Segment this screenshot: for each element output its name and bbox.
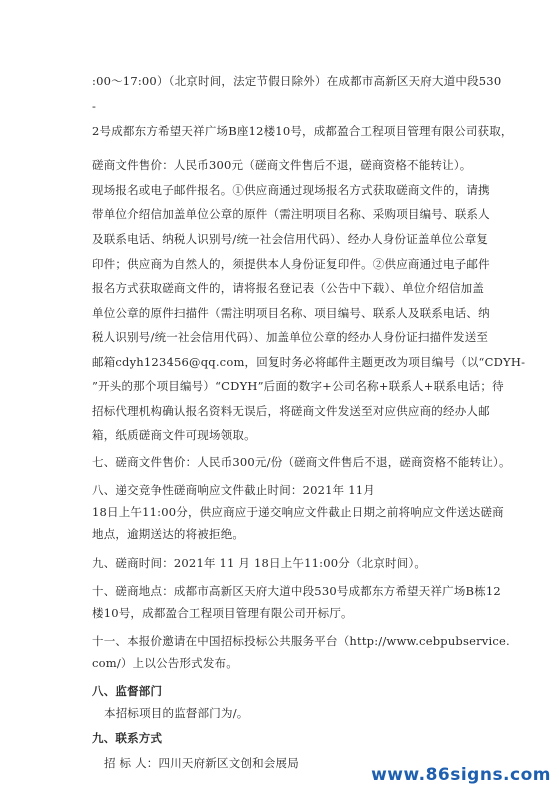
text-line-tenderer: 招 标 人：四川天府新区文创和会展局 bbox=[104, 756, 299, 770]
text-line: 2号成都东方希望天祥广场B座12楼10号，成都盈合工程项目管理有限公司获取， bbox=[92, 124, 513, 138]
text-line: 箱，纸质磋商文件可现场领取。 bbox=[92, 428, 256, 442]
text-line: 带单位介绍信加盖单位公章的原件（需注明项目名称、采购项目编号、联系人 bbox=[92, 207, 490, 221]
text-line: 现场报名或电子邮件报名。①供应商通过现场报名方式获取磋商文件的，请携 bbox=[92, 183, 490, 197]
text-line: - bbox=[92, 99, 97, 113]
text-line: 本招标项目的监督部门为/。 bbox=[104, 706, 249, 720]
text-line: 税人识别号/统一社会信用代码）、加盖单位公章的经办人身份证扫描件发送至 bbox=[92, 330, 489, 344]
text-line: 楼10号，成都盈合工程项目管理有限公司开标厅。 bbox=[92, 606, 353, 620]
text-line: :00～17:00）（北京时间，法定节假日除外）在成都市高新区天府大道中段530 bbox=[92, 74, 502, 88]
section-heading-contact: 九、联系方式 bbox=[92, 731, 163, 745]
text-line: 邮箱cdyh123456@qq.com，回复时务必将邮件主题更改为项目编号（以“CDYH- bbox=[92, 355, 526, 369]
section-heading-supervision: 八、监督部门 bbox=[92, 684, 163, 698]
section-line: 十一、本报价邀请在中国招标投标公共服务平台（http://www.cebpubservice. bbox=[92, 634, 510, 648]
text-line: 单位公章的原件扫描件（需注明项目名称、项目编号、联系人及联系电话、纳 bbox=[92, 306, 490, 320]
section-line: 八、递交竞争性磋商响应文件截止时间：2021年 11月 bbox=[92, 483, 375, 497]
section-line: 七、磋商文件售价：人民币300元/份（磋商文件售后不退，磋商资格不能转让）。 bbox=[92, 455, 511, 469]
text-line: 地点，逾期送达的将被拒绝。 bbox=[92, 527, 245, 541]
text-line: ”开头的那个项目编号）“CDYH”后面的数字+公司名称+联系人+联系电话；待 bbox=[92, 379, 504, 393]
text-line: 报名方式获取磋商文件的，请将报名登记表（公告中下载）、单位介绍信加盖 bbox=[92, 281, 485, 295]
text-line: 及联系电话、纳税人识别号/统一社会信用代码）、经办人身份证盖单位公章复 bbox=[92, 232, 489, 246]
text-line: com/）上以公告形式发布。 bbox=[92, 656, 238, 670]
text-line: 招标代理机构确认报名资料无误后，将磋商文件发送至对应供应商的经办人邮 bbox=[92, 404, 490, 418]
text-line: 磋商文件售价：人民币300元（磋商文件售后不退，磋商资格不能转让）。 bbox=[92, 158, 472, 172]
text-line: 印件；供应商为自然人的，须提供本人身份证复印件。②供应商通过电子邮件 bbox=[92, 257, 490, 271]
section-line: 九、磋商时间：2021年 11 月 18日上午11:00分（北京时间）。 bbox=[92, 556, 427, 570]
text-line: 18日上午11:00分，供应商应于递交响应文件截止日期之前将响应文件送达磋商 bbox=[92, 505, 504, 519]
watermark-logo: www.86signs.com bbox=[371, 765, 551, 785]
section-line: 十、磋商地点：成都市高新区天府大道中段530号成都东方希望天祥广场B栋12 bbox=[92, 584, 501, 598]
